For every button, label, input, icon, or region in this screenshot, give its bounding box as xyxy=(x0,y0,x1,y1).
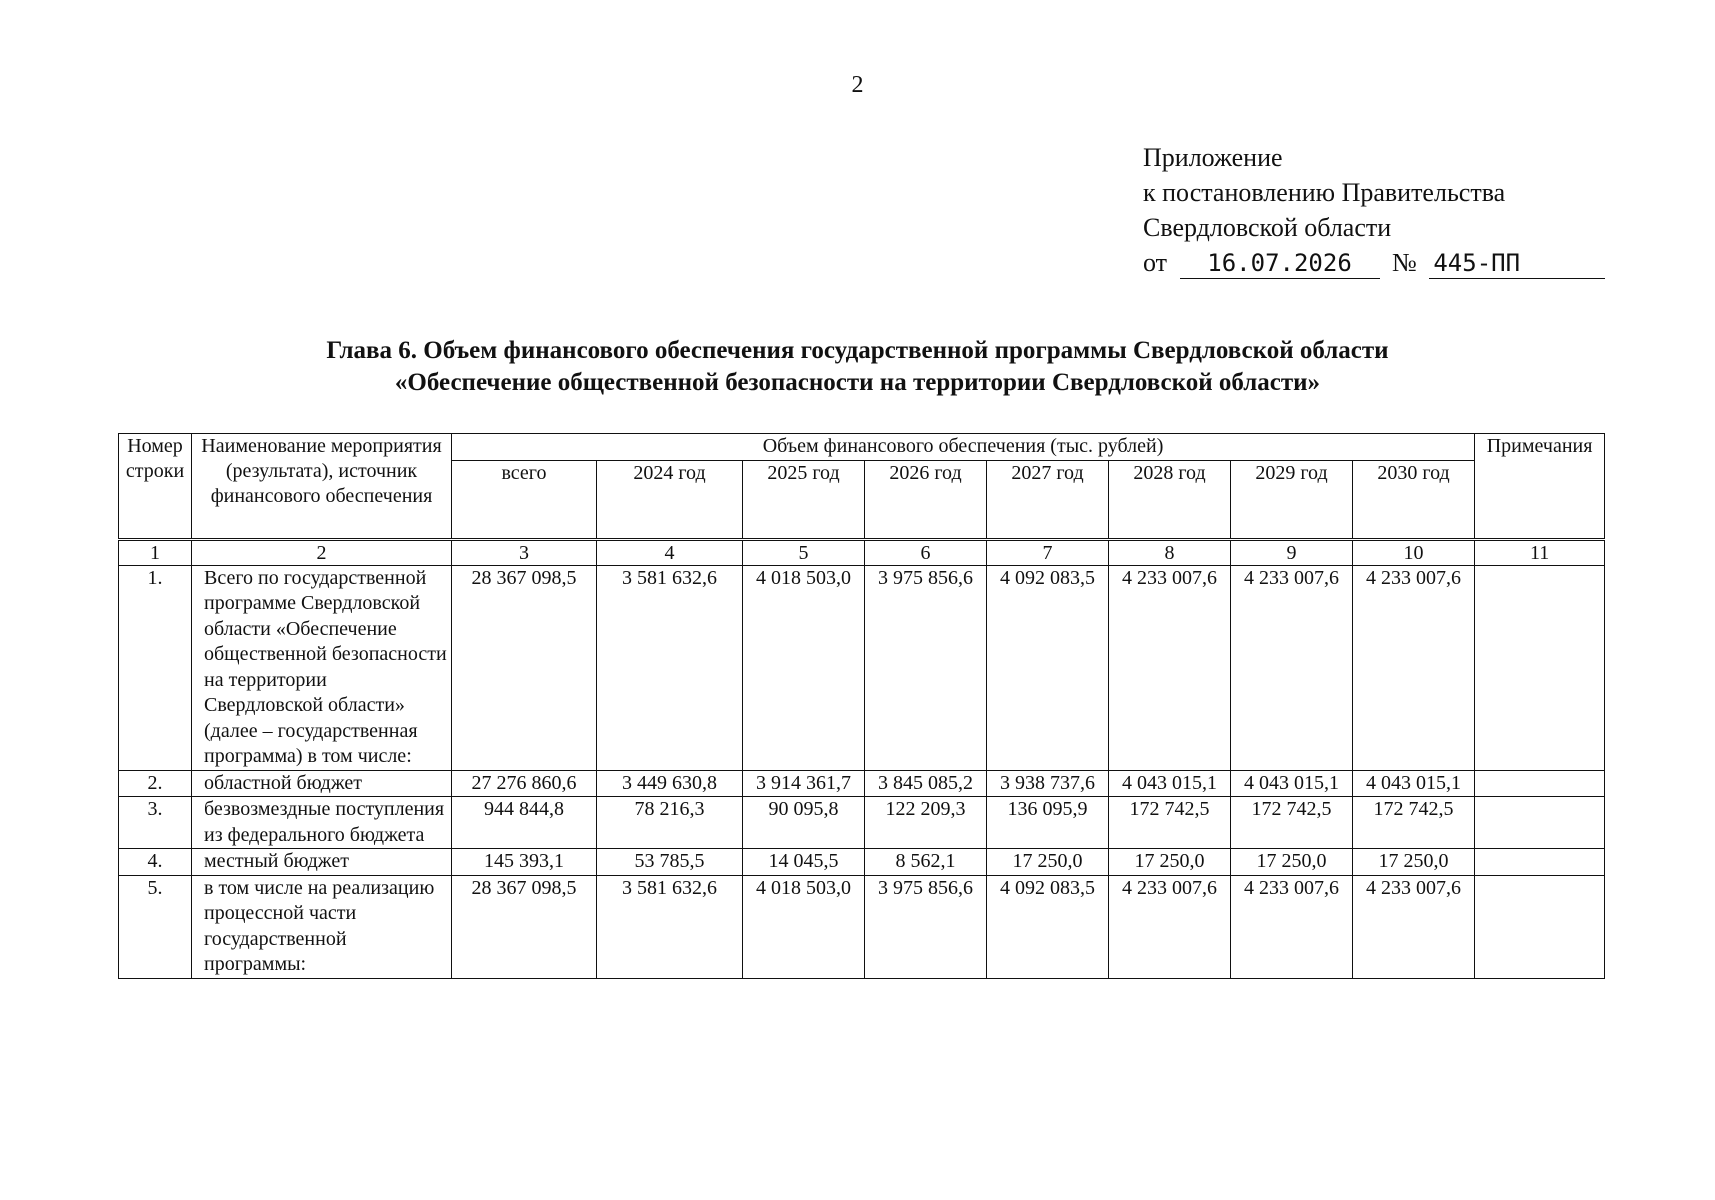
value-cell: 172 742,5 xyxy=(1231,797,1353,849)
value-cell: 122 209,3 xyxy=(865,797,987,849)
value-cell: 3 975 856,6 xyxy=(865,875,987,978)
column-number: 11 xyxy=(1475,539,1605,565)
column-number-row xyxy=(119,539,1605,565)
table-row xyxy=(119,797,1605,849)
value-cell: 3 975 856,6 xyxy=(865,565,987,770)
value-cell: 90 095,8 xyxy=(743,797,865,849)
value-cell: 4 018 503,0 xyxy=(743,875,865,978)
row-number: 1. xyxy=(119,565,192,770)
table-row xyxy=(119,770,1605,797)
row-number: 2. xyxy=(119,770,192,797)
value-cell: 4 233 007,6 xyxy=(1109,875,1231,978)
resolution-number: 445-ПП xyxy=(1429,249,1605,279)
value-cell: 28 367 098,5 xyxy=(452,565,597,770)
resolution-date: 16.07.2026 xyxy=(1180,249,1380,279)
note-cell xyxy=(1475,797,1605,849)
value-cell: 4 092 083,5 xyxy=(987,875,1109,978)
table-row xyxy=(119,875,1605,978)
note-cell xyxy=(1475,849,1605,876)
row-name: местный бюджет xyxy=(192,849,452,876)
value-cell: 8 562,1 xyxy=(865,849,987,876)
value-cell: 4 043 015,1 xyxy=(1353,770,1475,797)
column-number: 9 xyxy=(1231,539,1353,565)
value-cell: 944 844,8 xyxy=(452,797,597,849)
value-cell: 4 043 015,1 xyxy=(1109,770,1231,797)
appendix-title: Приложение xyxy=(1143,143,1283,172)
value-cell: 4 092 083,5 xyxy=(987,565,1109,770)
note-cell xyxy=(1475,565,1605,770)
row-number: 3. xyxy=(119,797,192,849)
column-number: 10 xyxy=(1353,539,1475,565)
header-year-2029: 2029 год xyxy=(1231,460,1353,539)
chapter-title-line-1: Глава 6. Объем финансового обеспечения государственной программы Свердловской области xyxy=(326,337,1389,364)
header-year-2024: 2024 год xyxy=(597,460,743,539)
header-year-2030: 2030 год xyxy=(1353,460,1475,539)
row-name: безвозмездные поступления из федерального бюджета xyxy=(192,797,452,849)
value-cell: 3 581 632,6 xyxy=(597,565,743,770)
note-cell xyxy=(1475,770,1605,797)
value-cell: 4 233 007,6 xyxy=(1353,875,1475,978)
value-cell: 4 018 503,0 xyxy=(743,565,865,770)
header-volume: Объем финансового обеспечения (тыс. рублей) xyxy=(452,434,1475,461)
value-cell: 3 914 361,7 xyxy=(743,770,865,797)
value-cell: 3 449 630,8 xyxy=(597,770,743,797)
column-number: 6 xyxy=(865,539,987,565)
column-number: 4 xyxy=(597,539,743,565)
row-number: 5. xyxy=(119,875,192,978)
value-cell: 136 095,9 xyxy=(987,797,1109,849)
value-cell: 172 742,5 xyxy=(1109,797,1231,849)
appendix-region: Свердловской области xyxy=(1143,213,1392,242)
value-cell: 4 233 007,6 xyxy=(1109,565,1231,770)
header-notes: Примечания xyxy=(1475,434,1605,540)
header-row-number: Номер строки xyxy=(119,434,192,540)
value-cell: 145 393,1 xyxy=(452,849,597,876)
appendix-date-line xyxy=(1143,245,1605,280)
value-cell: 4 233 007,6 xyxy=(1231,565,1353,770)
value-cell: 172 742,5 xyxy=(1353,797,1475,849)
value-cell: 17 250,0 xyxy=(987,849,1109,876)
table-row xyxy=(119,849,1605,876)
value-cell: 3 581 632,6 xyxy=(597,875,743,978)
column-number: 2 xyxy=(192,539,452,565)
appendix-resolution: к постановлению Правительства xyxy=(1143,178,1506,207)
column-number: 5 xyxy=(743,539,865,565)
value-cell: 4 043 015,1 xyxy=(1231,770,1353,797)
header-row-1 xyxy=(119,434,1605,461)
value-cell: 78 216,3 xyxy=(597,797,743,849)
note-cell xyxy=(1475,875,1605,978)
appendix-block xyxy=(1143,140,1605,280)
financing-table xyxy=(118,433,1605,979)
header-year-2026: 2026 год xyxy=(865,460,987,539)
value-cell: 17 250,0 xyxy=(1353,849,1475,876)
value-cell: 17 250,0 xyxy=(1109,849,1231,876)
chapter-title-line-2: «Обеспечение общественной безопасности на территории Свердловской области» xyxy=(394,369,1321,396)
value-cell: 14 045,5 xyxy=(743,849,865,876)
chapter-title xyxy=(0,335,1715,399)
row-number: 4. xyxy=(119,849,192,876)
from-label: от xyxy=(1143,248,1168,277)
row-name: областной бюджет xyxy=(192,770,452,797)
value-cell: 3 938 737,6 xyxy=(987,770,1109,797)
row-name: Всего по государственной программе Свердловской области «Обеспечение общественной безопасности на территории Свердловской области» (далее – государственная программа) в том числе: xyxy=(192,565,452,770)
value-cell: 3 845 085,2 xyxy=(865,770,987,797)
value-cell: 27 276 860,6 xyxy=(452,770,597,797)
page-number: 2 xyxy=(851,72,864,98)
value-cell: 53 785,5 xyxy=(597,849,743,876)
row-name: в том числе на реализацию процессной части государственной программы: xyxy=(192,875,452,978)
header-name: Наименование мероприятия (результата), источник финансового обеспечения xyxy=(192,434,452,540)
value-cell: 4 233 007,6 xyxy=(1353,565,1475,770)
header-year-2027: 2027 год xyxy=(987,460,1109,539)
header-total: всего xyxy=(452,460,597,539)
column-number: 7 xyxy=(987,539,1109,565)
table-row xyxy=(119,565,1605,770)
header-year-2025: 2025 год xyxy=(743,460,865,539)
value-cell: 17 250,0 xyxy=(1231,849,1353,876)
value-cell: 4 233 007,6 xyxy=(1231,875,1353,978)
value-cell: 28 367 098,5 xyxy=(452,875,597,978)
header-year-2028: 2028 год xyxy=(1109,460,1231,539)
column-number: 1 xyxy=(119,539,192,565)
table-body xyxy=(119,434,1605,979)
number-label: № xyxy=(1392,248,1417,277)
column-number: 8 xyxy=(1109,539,1231,565)
column-number: 3 xyxy=(452,539,597,565)
